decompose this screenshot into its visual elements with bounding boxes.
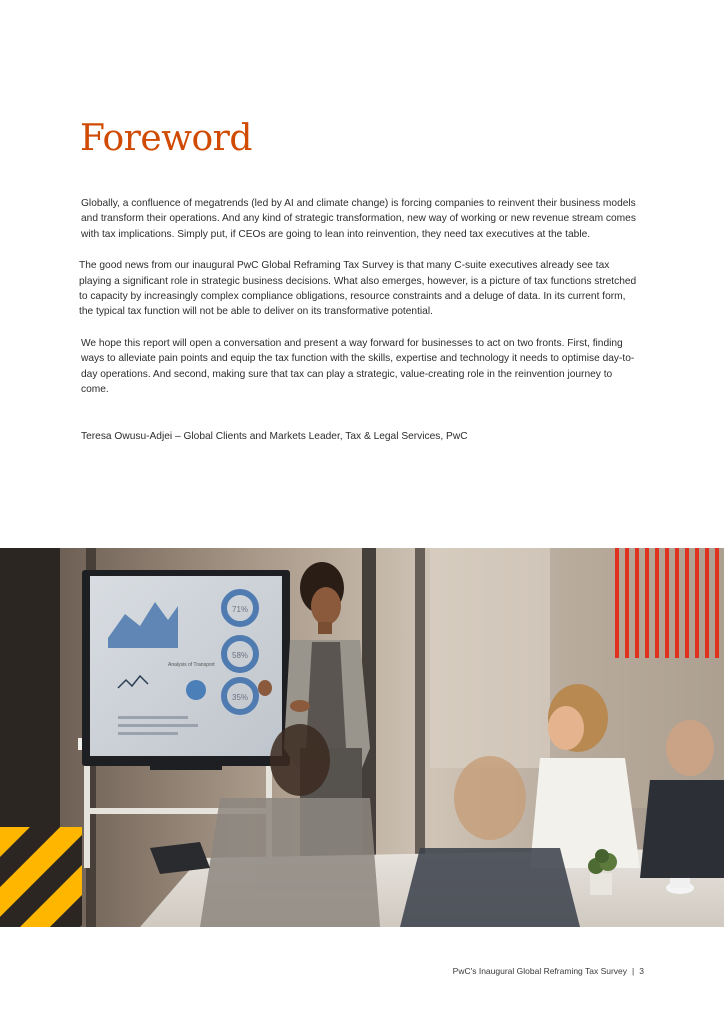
paragraph-1: Globally, a confluence of megatrends (led by AI and climate change) is forcing companies to reinvent their business models and transform their operations. And any kind of strategic transformation, new way of working or new revenue stream comes with tax implications. Simply put, if CEOs are going to lean into reinvention, they need tax executives at the table.: [81, 198, 636, 240]
footer-separator: |: [632, 966, 635, 976]
page-footer: [453, 966, 644, 976]
screen-value-2: 58%: [232, 651, 249, 660]
screen-value-1: 71%: [232, 605, 249, 614]
hero-photo: [0, 548, 724, 927]
screen-value-3: 35%: [232, 693, 249, 702]
author-attribution: Teresa Owusu-Adjei – Global Clients and Markets Leader, Tax & Legal Services, PwC: [81, 431, 468, 442]
screen-caption: Analysis of Transport: [168, 662, 215, 668]
paragraph-3: We hope this report will open a conversation and present a way forward for businesses to act on two fronts. First, finding ways to alleviate pain points and equip the tax function with the skills, expertise and technology it needs to optimise day-to-day operations. And second, making sure that tax can play a strategic, value-creating role in the reinvention journey to come.: [81, 337, 635, 396]
page-number: 3: [639, 966, 644, 976]
foreword-body: [81, 196, 641, 413]
paragraph-2: The good news from our inaugural PwC Global Reframing Tax Survey is that many C-suite executives already see tax playing a significant role in strategic business decisions. What also emerges, however, is a picture of tax functions stretched to capacity by increasingly complex compliance obligations, resource constraints and a deluge of data. In its current form, the typical tax function will not be able to deliver on its transformative potential.: [79, 260, 637, 318]
page-title: Foreword: [80, 118, 252, 159]
presentation-screen: [82, 570, 290, 770]
footer-report-name: PwC's Inaugural Global Reframing Tax Survey: [452, 966, 628, 976]
